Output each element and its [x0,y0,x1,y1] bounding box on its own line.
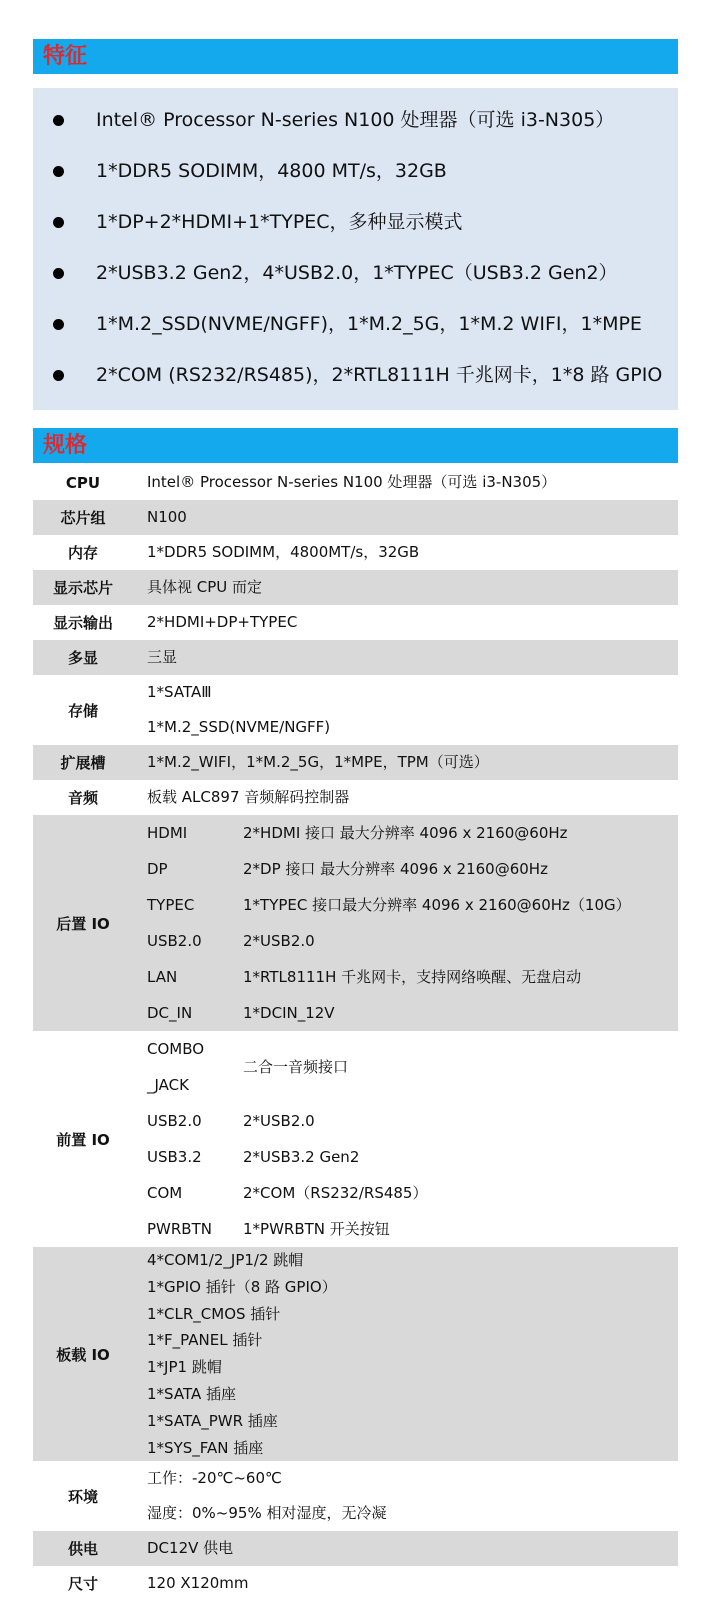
bullet-icon [53,319,64,330]
onboard-io-item: 1*SATA 插座 [147,1384,236,1403]
spec-value: Intel® Processor N-series N100 处理器（可选 i3-N305） [147,473,557,491]
spec-value: 湿度：0%~95% 相对湿度，无冷凝 [147,1504,387,1523]
spec-row-rear-io [33,815,678,1031]
bullet-icon [53,115,64,126]
feature-item [33,298,678,350]
spec-value: 板载 ALC897 音频解码控制器 [147,788,350,806]
front-io-item [133,1175,678,1211]
spec-row-chipset [33,500,678,535]
feature-item [33,94,678,146]
spec-label: 存储 [67,701,98,720]
bullet-icon [53,370,64,381]
spec-value: 2*HDMI+DP+TYPEC [147,613,298,631]
rear-io-key: DC_IN [147,1004,193,1022]
feature-item [33,145,678,197]
spec-row-onboard-io [33,1247,678,1461]
spec-row-cpu [33,465,678,500]
feature-text: 1*M.2_SSD(NVME/NGFF)，1*M.2_5G，1*M.2 WIFI，1*MPE [96,313,642,335]
feature-item [33,349,678,401]
feature-text: 2*COM (RS232/RS485)，2*RTL8111H 千兆网卡，1*8 路 GPIO [96,364,663,386]
spec-value: 120 X120mm [147,1574,249,1593]
onboard-io-item: 1*SATA_PWR 插座 [147,1411,278,1430]
front-io-value: 2*USB3.2 Gen2 [243,1148,360,1166]
spec-row-power [33,1531,678,1566]
spec-label: 板载 IO [33,1247,133,1461]
feature-text: Intel® Processor N-series N100 处理器（可选 i3-N305） [96,109,615,131]
feature-text: 1*DP+2*HDMI+1*TYPEC，多种显示模式 [96,211,463,233]
spec-label: CPU [65,473,101,492]
spec-row-size [33,1566,678,1601]
features-list [33,88,678,410]
spec-row-multi-display [33,640,678,675]
onboard-io-item: 1*F_PANEL 插针 [147,1331,263,1350]
spec-label: 环境 [67,1487,98,1506]
rear-io-item [133,887,678,923]
rear-io-item [133,851,678,887]
spec-row-front-io [33,1031,678,1247]
spec-value: 1*SATAⅢ [147,683,212,701]
feature-item [33,196,678,248]
onboard-io-item: 1*SYS_FAN 插座 [147,1438,264,1457]
rear-io-value: 2*USB2.0 [243,932,315,950]
spec-label: 供电 [33,1531,133,1566]
spec-row-expansion [33,745,678,780]
spec-value: 三显 [147,648,178,666]
spec-value: 1*M.2_SSD(NVME/NGFF) [147,718,331,736]
bullet-icon [53,217,64,228]
spec-value: N100 [147,508,187,526]
spec-value: 1*DDR5 SODIMM，4800MT/s，32GB [147,543,420,561]
front-io-key: COMBO [147,1040,205,1058]
spec-value: 具体视 CPU 而定 [147,578,263,596]
spec-row-environment [33,1461,678,1531]
front-io-item [133,1139,678,1175]
front-io-value: 2*COM（RS232/RS485） [243,1184,428,1202]
front-io-key: _JACK [147,1076,189,1094]
rear-io-item [133,815,678,851]
specs-table [33,465,678,1601]
rear-io-key: USB2.0 [147,932,202,950]
feature-text: 2*USB3.2 Gen2，4*USB2.0，1*TYPEC（USB3.2 Gen2） [96,262,618,284]
spec-row-audio [33,780,678,815]
spec-label: 扩展槽 [33,745,133,780]
feature-item [33,247,678,299]
rear-io-value: 1*RTL8111H 千兆网卡，支持网络唤醒、无盘启动 [243,968,582,986]
rear-io-key: LAN [147,968,178,986]
onboard-io-item: 1*JP1 跳帽 [147,1358,222,1377]
rear-io-key: DP [147,860,168,878]
features-header: 特征 [33,39,678,74]
rear-io-value: 2*HDMI 接口 最大分辨率 4096 x 2160@60Hz [243,824,568,842]
rear-io-value: 1*TYPEC 接口最大分辨率 4096 x 2160@60Hz（10G） [243,896,631,914]
onboard-io-item: 1*CLR_CMOS 插针 [147,1304,281,1323]
spec-row-memory [33,535,678,570]
onboard-io-item: 1*GPIO 插针（8 路 GPIO） [147,1277,337,1296]
spec-label: 显示输出 [52,614,113,632]
specs-header: 规格 [33,428,678,463]
front-io-value: 2*USB2.0 [243,1112,315,1130]
spec-label: 前置 IO [56,1130,110,1149]
spec-row-display-out [33,605,678,640]
rear-io-key: TYPEC [147,896,195,914]
rear-io-item [133,923,678,959]
spec-value: 1*M.2_WIFI，1*M.2_5G，1*MPE，TPM（可选） [147,753,489,771]
front-io-value: 二合一音频接口 [243,1058,349,1076]
spec-row-storage [33,675,678,745]
front-io-key: USB2.0 [147,1112,202,1130]
front-io-key: PWRBTN [147,1220,212,1238]
onboard-io-item: 4*COM1/2_JP1/2 跳帽 [147,1251,304,1269]
spec-label: 内存 [67,544,98,562]
spec-label: 多显 [33,640,133,675]
spec-row-gpu [33,570,678,605]
spec-label: 后置 IO [33,815,133,1031]
spec-value: 工作：-20℃~60℃ [147,1469,282,1488]
rear-io-item [133,959,678,995]
spec-label: 芯片组 [33,500,133,535]
rear-io-item [133,995,678,1031]
front-io-key: COM [147,1184,183,1202]
feature-text: 1*DDR5 SODIMM，4800 MT/s，32GB [96,160,447,182]
front-io-item [133,1211,678,1247]
front-io-item [133,1103,678,1139]
spec-label: 音频 [67,789,98,807]
spec-label: 显示芯片 [33,570,133,605]
bullet-icon [53,166,64,177]
bullet-icon [53,268,64,279]
rear-io-key: HDMI [147,824,188,842]
spec-value: DC12V 供电 [147,1539,234,1558]
front-io-item [133,1031,678,1103]
rear-io-value: 1*DCIN_12V [243,1004,335,1022]
spec-label: 尺寸 [67,1575,98,1594]
front-io-value: 1*PWRBTN 开关按钮 [243,1220,390,1238]
rear-io-value: 2*DP 接口 最大分辨率 4096 x 2160@60Hz [243,860,548,878]
front-io-key: USB3.2 [147,1148,202,1166]
